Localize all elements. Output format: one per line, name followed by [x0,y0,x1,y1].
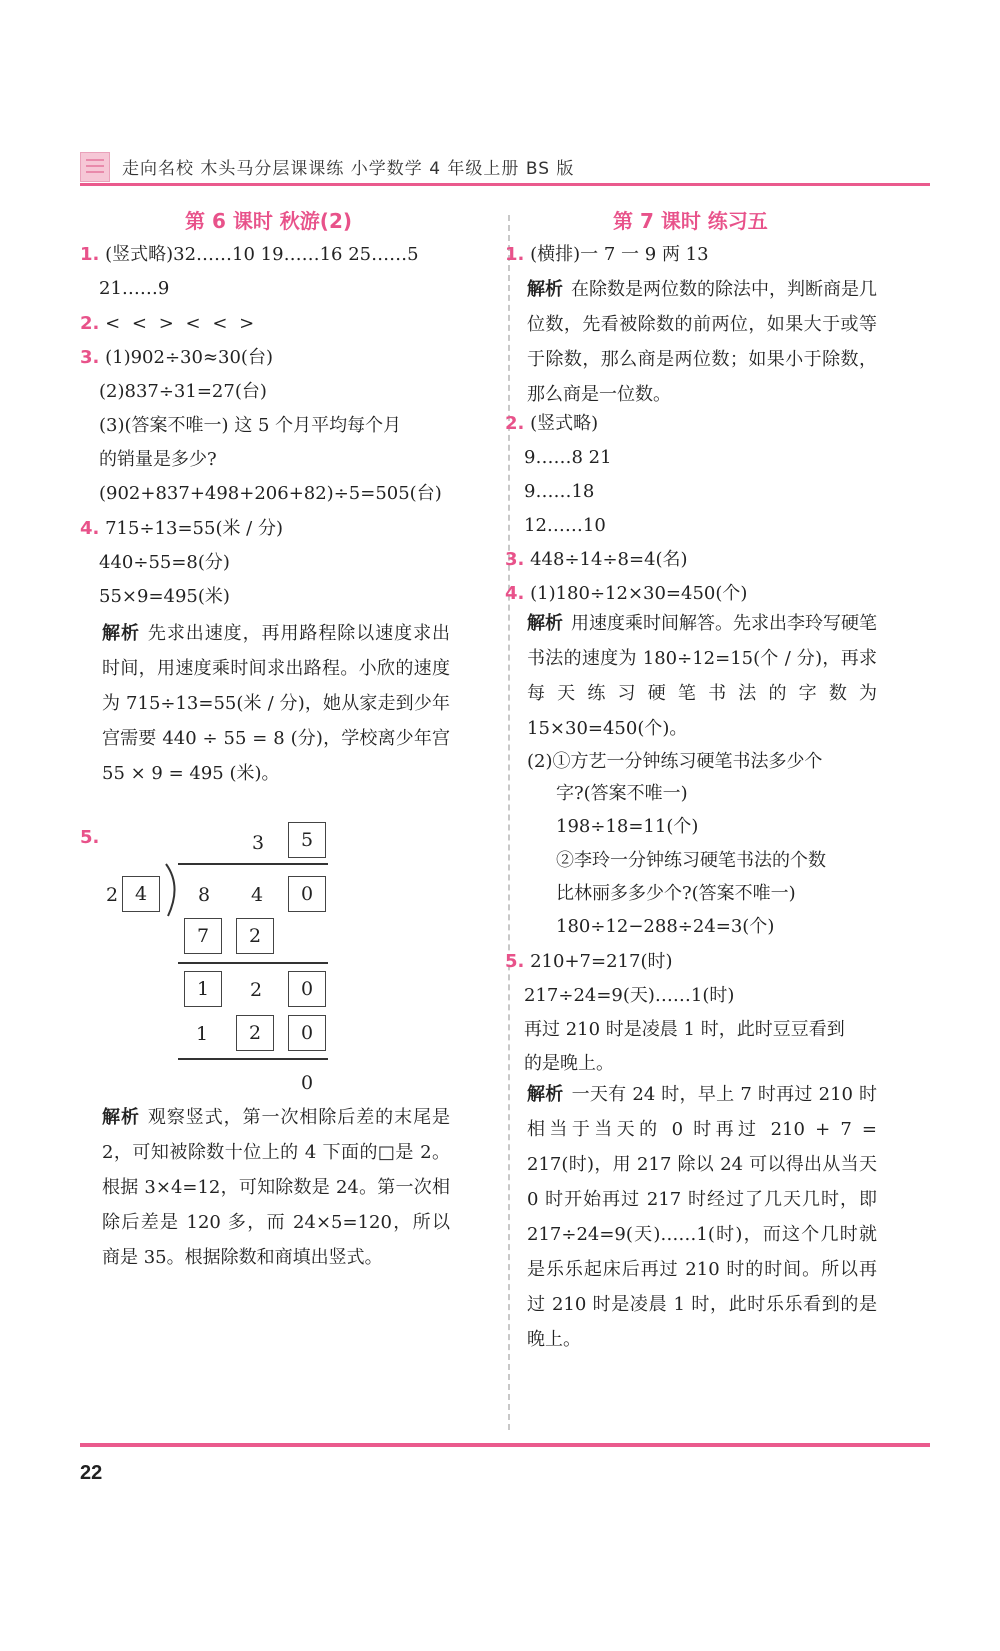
column-divider [508,215,510,1430]
r-q2-answer-1: 9……8 21 [524,447,612,468]
l-q1-line-b: 21……9 [99,278,170,299]
r-q3-number: 3. [505,549,525,570]
r-q5-analysis [527,1077,877,1357]
r-q4-number: 4. [505,583,525,604]
l-q4-line-a [80,517,283,541]
product2-digit-2: 2 [236,1015,274,1051]
dividend-digit-1: 8 [198,884,211,906]
l-q3-line-a [80,346,273,370]
r-q2-answer-3: 12……10 [524,515,606,536]
remainder-digit: 0 [301,1072,314,1094]
l-q4-step2: 440÷55=8(分) [99,552,230,573]
l-q1-answer: (竖式略)32……10 19……16 25……5 [105,244,419,265]
l-q4-analysis-label: 解析 [102,623,140,644]
lesson-6-title: 第 6 课时 秋游(2) [185,209,353,233]
r-q1-answer: (横排)一 7 一 9 两 13 [530,244,709,265]
r-q4-line [505,582,747,606]
r-q4-analysis-text: 用速度乘时间解答。先求出李玲写硬笔书法的速度为 180÷12=15(个 / 分)，再求每天练习硬笔书法的字数为 15×30=450(个)。 [527,613,877,739]
r-q4-part2-q: (2)①方艺一分钟练习硬笔书法多少个 [527,751,823,772]
l-q2-answer: < < > < < > [105,313,258,334]
long-division-diagram [100,818,340,1098]
r-q5-analysis-label: 解析 [527,1084,564,1105]
l-q5-analysis-text: 观察竖式，第一次相除后差的末尾是 2，可知被除数十位上的 4 下面的□是 2。根据 3×4=12，可知除数是 24。第一次相除后差是 120 多，而 24×5=120，所以商是 35。根据除数和商填出竖式。 [102,1107,451,1268]
l-q3-part1: (1)902÷30≈30(台) [105,347,273,368]
dividend-digit-2: 4 [251,884,264,906]
r-q2-line [505,412,598,436]
l-q4-step1: 715÷13=55(米 / 分) [105,518,283,539]
quotient-digit-1: 3 [252,832,265,854]
product2-digit-1: 1 [196,1023,209,1045]
r-q5-step2: 217÷24=9(天)……1(时) [524,985,735,1006]
r-q3-answer: 448÷14÷8=4(名) [530,549,688,570]
r-q2-number: 2. [505,413,525,434]
r-q4-part2-ans: 198÷18=11(个) [556,816,699,837]
l-q3-part2: (2)837÷31=27(台) [99,381,267,402]
r-q5-conclusion: 再过 210 时是凌晨 1 时，此时豆豆看到 [524,1019,845,1040]
r-q4-part2b-q: ②李玲一分钟练习硬笔书法的个数 [556,850,826,871]
header-logo-icon [80,152,110,182]
r-q4-part1: (1)180÷12×30=450(个) [530,583,748,604]
l-q4-step3: 55×9=495(米) [99,586,230,607]
subtract-line-1 [178,962,328,964]
r-q4-part2-q-cont: 字?(答案不唯一) [556,783,688,804]
l-q1-number: 1. [80,244,100,265]
r-q2-answer-2: 9……18 [524,481,595,502]
product2-digit-3: 0 [288,1015,326,1051]
r-q5-step1: 210+7=217(时) [530,951,673,972]
l-q3-part3-cont: 的销量是多少? [99,449,217,470]
r-q5-line [505,950,672,974]
r-q5-conclusion-cont: 的是晚上。 [524,1053,614,1074]
l-q2-line [80,312,257,336]
l-q2-number: 2. [80,313,100,334]
difference-digit-1: 1 [184,971,222,1007]
l-q4-analysis-text: 先求出速度，再用路程除以速度求出时间，用速度乘时间求出路程。小欣的速度为 715÷13=55(米 / 分)，她从家走到少年宫需要 440 ÷ 55 = 8 (分)，学校离少年宫 55 × 9 = 495 (米)。 [102,623,451,784]
r-q4-analysis-label: 解析 [527,613,563,634]
r-q1-analysis [527,272,877,412]
division-bar [178,863,328,865]
divisor-digit-1: 2 [106,884,119,906]
page-number: 22 [80,1462,103,1484]
l-q1-line-a [80,243,419,267]
r-q5-analysis-text: 一天有 24 时，早上 7 时再过 210 时相当于当天的 0 时再过 210 + 7 = 217(时)，用 217 除以 24 可以得出从当天 0 时开始再过 217 时经过了几天几时，即 217÷24=9(天)……1(时)，而这个几时就是乐乐起床后再过 210 时的时间。所以再过 210 时是凌晨 1 时，此时乐乐看到的是晚上。 [527,1084,878,1350]
l-q4-number: 4. [80,518,100,539]
product1-digit-1: 7 [184,918,222,954]
l-q4-analysis [102,616,450,791]
r-q4-analysis [527,606,877,746]
division-bracket [160,862,190,922]
r-q1-number: 1. [505,244,525,265]
l-q5-analysis [102,1100,450,1275]
difference-digit-2: 2 [250,979,263,1001]
quotient-digit-2: 5 [288,822,326,858]
r-q3-line [505,548,688,572]
footer-rule [80,1443,930,1447]
l-q3-number: 3. [80,347,100,368]
product1-digit-2: 2 [236,918,274,954]
r-q1-analysis-label: 解析 [527,279,563,300]
l-q5-analysis-label: 解析 [102,1107,140,1128]
difference-digit-3: 0 [288,971,326,1007]
dividend-digit-3: 0 [288,876,326,912]
l-q3-part3: (3)(答案不唯一) 这 5 个月平均每个月 [99,415,402,436]
divisor-digit-2: 4 [122,876,160,912]
l-q3-formula: (902+837+498+206+82)÷5=505(台) [99,483,442,504]
l-q5-number: 5. [80,827,100,848]
r-q4-part2b-q-cont: 比林丽多多少个?(答案不唯一) [556,883,796,904]
r-q1-analysis-text: 在除数是两位数的除法中，判断商是几位数，先看被除数的前两位，如果大于或等于除数，那么商是两位数；如果小于除数，那么商是一位数。 [527,279,877,405]
lesson-7-title: 第 7 课时 练习五 [613,209,768,233]
r-q5-number: 5. [505,951,525,972]
running-header: 走向名校 木头马分层课课练 小学数学 4 年级上册 BS 版 [122,159,575,179]
r-q4-part2b-ans: 180÷12−288÷24=3(个) [556,916,775,937]
r-q2-note: (竖式略) [530,413,599,434]
l-q5-line [80,826,99,850]
r-q1-line [505,243,709,267]
subtract-line-2 [178,1058,328,1060]
header-rule [80,183,930,186]
